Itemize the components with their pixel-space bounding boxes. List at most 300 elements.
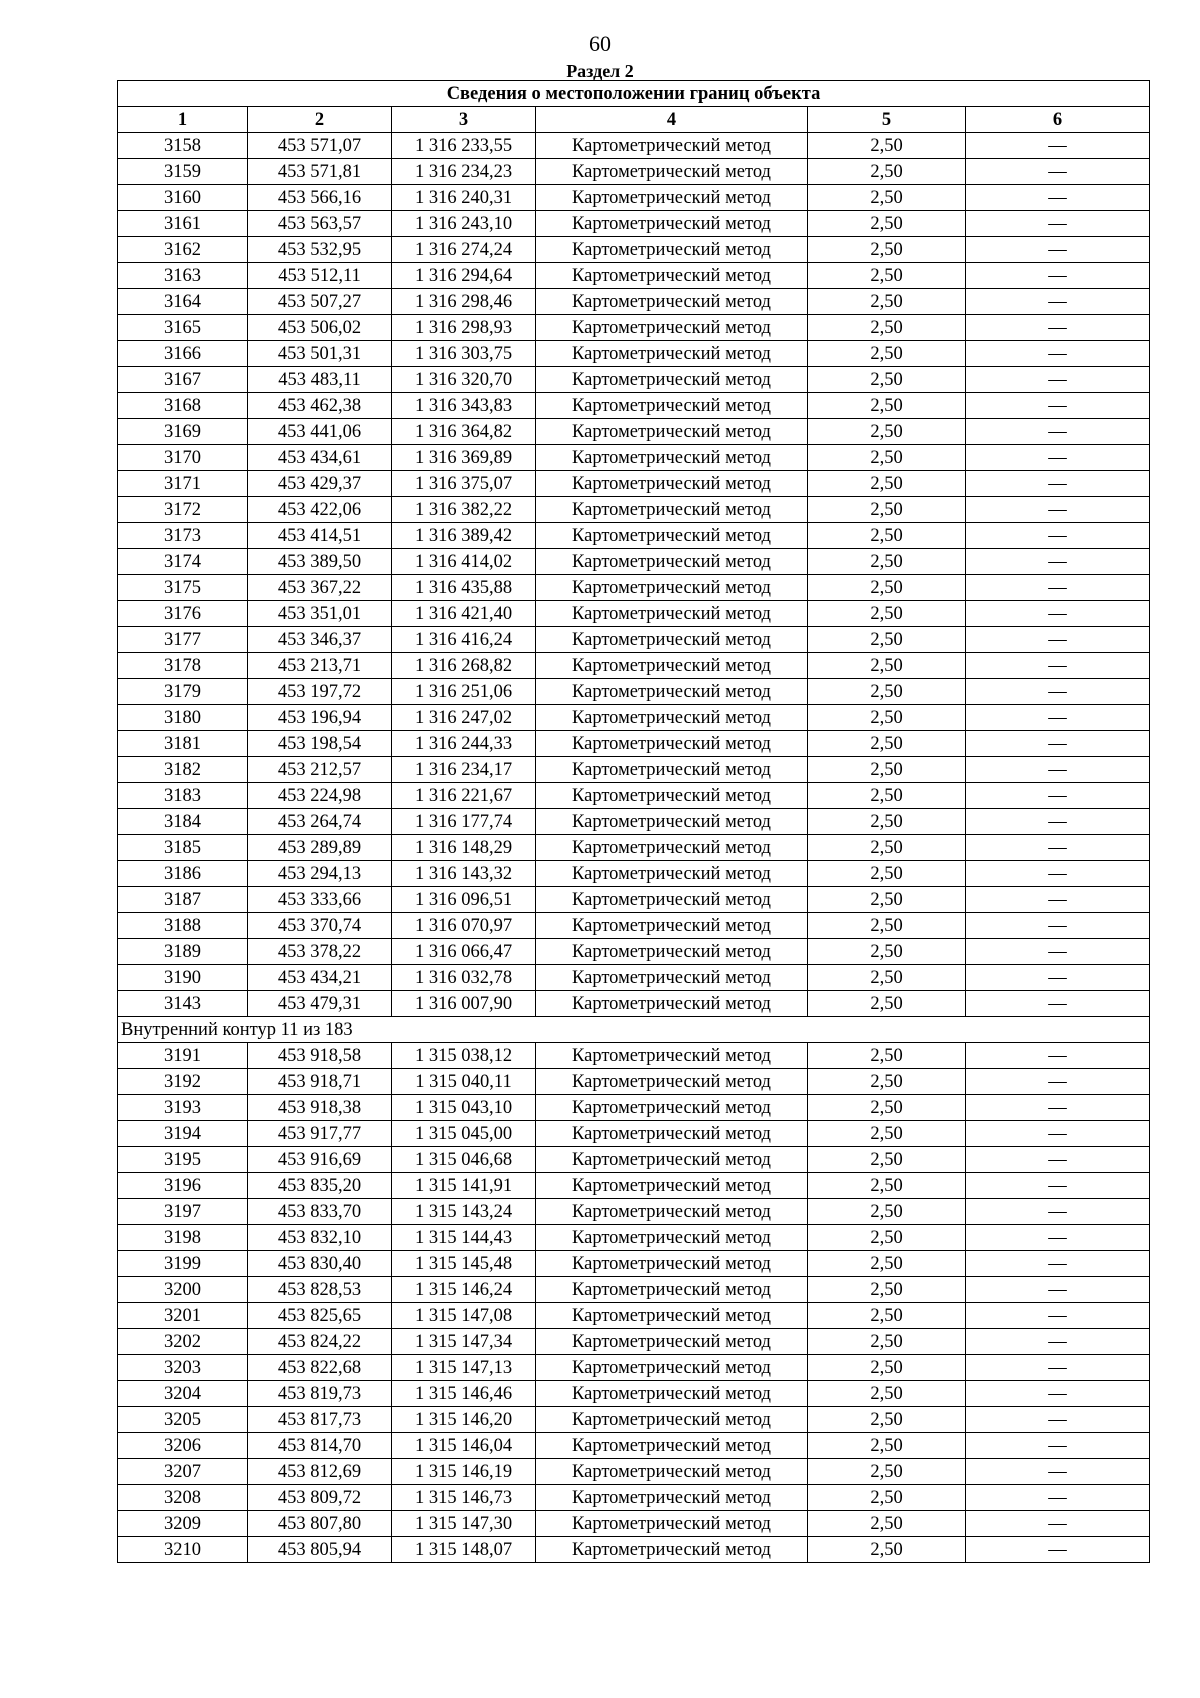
table-cell: Картометрический метод	[536, 861, 808, 887]
table-cell: 3207	[118, 1459, 248, 1485]
table-cell: 1 315 143,24	[392, 1199, 536, 1225]
table-cell: Картометрический метод	[536, 939, 808, 965]
table-cell: 1 316 375,07	[392, 471, 536, 497]
table-cell: Картометрический метод	[536, 1459, 808, 1485]
table-cell: 453 213,71	[248, 653, 392, 679]
contour-label: Внутренний контур 11 из 183	[118, 1017, 1150, 1043]
table-cell: 453 414,51	[248, 523, 392, 549]
table-cell: 2,50	[808, 523, 966, 549]
table-cell: 1 316 066,47	[392, 939, 536, 965]
table-cell: —	[966, 809, 1150, 835]
table-cell: Картометрический метод	[536, 1251, 808, 1277]
table-cell: Картометрический метод	[536, 705, 808, 731]
table-cell: Картометрический метод	[536, 367, 808, 393]
table-cell: Картометрический метод	[536, 731, 808, 757]
table-cell: —	[966, 237, 1150, 263]
table-cell: Картометрический метод	[536, 1069, 808, 1095]
table-cell: 1 316 234,23	[392, 159, 536, 185]
table-cell: 2,50	[808, 809, 966, 835]
table-cell: —	[966, 185, 1150, 211]
table-cell: Картометрический метод	[536, 133, 808, 159]
table-cell: 453 835,20	[248, 1173, 392, 1199]
table-cell: —	[966, 679, 1150, 705]
table-row	[118, 1407, 1150, 1433]
table-cell: 2,50	[808, 133, 966, 159]
table-cell: 453 367,22	[248, 575, 392, 601]
table-cell: 3208	[118, 1485, 248, 1511]
table-cell: —	[966, 887, 1150, 913]
table-cell: —	[966, 861, 1150, 887]
table-cell: 1 316 240,31	[392, 185, 536, 211]
table-cell: 453 462,38	[248, 393, 392, 419]
table-cell: Картометрический метод	[536, 445, 808, 471]
table-row	[118, 757, 1150, 783]
table-cell: 453 814,70	[248, 1433, 392, 1459]
table-cell: 453 441,06	[248, 419, 392, 445]
table-cell: 453 378,22	[248, 939, 392, 965]
table-cell: 1 316 343,83	[392, 393, 536, 419]
table-cell: —	[966, 1121, 1150, 1147]
table-cell: Картометрический метод	[536, 757, 808, 783]
table-row	[118, 1277, 1150, 1303]
table-cell: 2,50	[808, 445, 966, 471]
table-cell: Картометрический метод	[536, 1225, 808, 1251]
table-cell: 1 316 274,24	[392, 237, 536, 263]
table-cell: 3193	[118, 1095, 248, 1121]
table-cell: Картометрический метод	[536, 809, 808, 835]
column-header: 5	[808, 107, 966, 133]
table-cell: 453 828,53	[248, 1277, 392, 1303]
table-cell: 453 333,66	[248, 887, 392, 913]
table-cell: 3205	[118, 1407, 248, 1433]
table-row	[118, 939, 1150, 965]
table-cell: 1 315 147,30	[392, 1511, 536, 1537]
table-cell: Картометрический метод	[536, 1303, 808, 1329]
table-row	[118, 627, 1150, 653]
section-title: Раздел 2	[566, 61, 634, 81]
table-cell: 1 315 145,48	[392, 1251, 536, 1277]
table-cell: 2,50	[808, 887, 966, 913]
table-cell: 453 807,80	[248, 1511, 392, 1537]
table-cell: 2,50	[808, 1173, 966, 1199]
table-cell: —	[966, 601, 1150, 627]
table-cell: 2,50	[808, 1043, 966, 1069]
table-cell: 2,50	[808, 237, 966, 263]
table-row	[118, 159, 1150, 185]
table-row	[118, 471, 1150, 497]
table-cell: 453 805,94	[248, 1537, 392, 1563]
table-row	[118, 1173, 1150, 1199]
table-cell: 2,50	[808, 1485, 966, 1511]
table-cell: 1 316 234,17	[392, 757, 536, 783]
table-row	[118, 185, 1150, 211]
table-cell: 3164	[118, 289, 248, 315]
table-row	[118, 1225, 1150, 1251]
table-cell: 453 563,57	[248, 211, 392, 237]
table-cell: 1 316 070,97	[392, 913, 536, 939]
table-cell: —	[966, 315, 1150, 341]
table-cell: 1 315 147,08	[392, 1303, 536, 1329]
table-cell: 2,50	[808, 653, 966, 679]
table-cell: Картометрический метод	[536, 211, 808, 237]
table-row	[118, 419, 1150, 445]
table-cell: 453 512,11	[248, 263, 392, 289]
table-cell: 3197	[118, 1199, 248, 1225]
table-cell: 2,50	[808, 1511, 966, 1537]
table-cell: 453 351,01	[248, 601, 392, 627]
table-cell: Картометрический метод	[536, 1355, 808, 1381]
table-cell: —	[966, 393, 1150, 419]
table-cell: Картометрический метод	[536, 835, 808, 861]
table-cell: —	[966, 159, 1150, 185]
table-cell: Картометрический метод	[536, 549, 808, 575]
column-header: 3	[392, 107, 536, 133]
table-cell: 1 316 435,88	[392, 575, 536, 601]
table-row	[118, 1433, 1150, 1459]
table-cell: —	[966, 1251, 1150, 1277]
table-cell: 3200	[118, 1277, 248, 1303]
table-cell: 2,50	[808, 497, 966, 523]
table-cell: Картометрический метод	[536, 497, 808, 523]
table-cell: 3209	[118, 1511, 248, 1537]
table-cell: —	[966, 289, 1150, 315]
table-cell: 453 506,02	[248, 315, 392, 341]
table-cell: 2,50	[808, 1329, 966, 1355]
table-cell: 2,50	[808, 835, 966, 861]
table-cell: Картометрический метод	[536, 965, 808, 991]
table-cell: 453 479,31	[248, 991, 392, 1017]
table-cell: 3203	[118, 1355, 248, 1381]
table-cell: Картометрический метод	[536, 1485, 808, 1511]
table-cell: 2,50	[808, 341, 966, 367]
table-cell: 3162	[118, 237, 248, 263]
table-cell: 2,50	[808, 367, 966, 393]
table-cell: 1 316 369,89	[392, 445, 536, 471]
table-cell: 2,50	[808, 679, 966, 705]
table-cell: Картометрический метод	[536, 601, 808, 627]
table-cell: 2,50	[808, 1381, 966, 1407]
table-cell: Картометрический метод	[536, 575, 808, 601]
table-cell: Картометрический метод	[536, 393, 808, 419]
table-cell: 3191	[118, 1043, 248, 1069]
table-cell: 3179	[118, 679, 248, 705]
table-cell: 2,50	[808, 705, 966, 731]
table-cell: 3188	[118, 913, 248, 939]
table-cell: 1 315 040,11	[392, 1069, 536, 1095]
table-cell: 2,50	[808, 1251, 966, 1277]
table-cell: 3195	[118, 1147, 248, 1173]
table-cell: 453 817,73	[248, 1407, 392, 1433]
table-cell: 453 434,61	[248, 445, 392, 471]
table-cell: 3180	[118, 705, 248, 731]
table-cell: 1 315 146,04	[392, 1433, 536, 1459]
table-cell: 2,50	[808, 965, 966, 991]
table-cell: 1 316 320,70	[392, 367, 536, 393]
table-cell: 453 809,72	[248, 1485, 392, 1511]
table-cell: 1 315 043,10	[392, 1095, 536, 1121]
table-cell: 2,50	[808, 627, 966, 653]
table-cell: 2,50	[808, 159, 966, 185]
table-row	[118, 1095, 1150, 1121]
table-cell: 2,50	[808, 549, 966, 575]
table-cell: 453 289,89	[248, 835, 392, 861]
table-cell: 3175	[118, 575, 248, 601]
table-cell: Картометрический метод	[536, 315, 808, 341]
table-cell: 453 422,06	[248, 497, 392, 523]
table-cell: Картометрический метод	[536, 1537, 808, 1563]
table-cell: 3172	[118, 497, 248, 523]
table-cell: 1 316 177,74	[392, 809, 536, 835]
table-cell: 1 316 298,46	[392, 289, 536, 315]
table-cell: 453 294,13	[248, 861, 392, 887]
table-cell: Картометрический метод	[536, 913, 808, 939]
table-row	[118, 913, 1150, 939]
table-cell: 2,50	[808, 471, 966, 497]
table-cell: 1 316 243,10	[392, 211, 536, 237]
table-cell: 1 316 294,64	[392, 263, 536, 289]
table-cell: —	[966, 1043, 1150, 1069]
table-cell: 3165	[118, 315, 248, 341]
table-row	[118, 1355, 1150, 1381]
table-cell: —	[966, 1277, 1150, 1303]
table-cell: —	[966, 1485, 1150, 1511]
table-cell: —	[966, 757, 1150, 783]
table-row	[118, 523, 1150, 549]
table-cell: 2,50	[808, 913, 966, 939]
table-cell: 3185	[118, 835, 248, 861]
table-cell: 2,50	[808, 1225, 966, 1251]
table-cell: Картометрический метод	[536, 419, 808, 445]
table-cell: 1 316 421,40	[392, 601, 536, 627]
table-row	[118, 679, 1150, 705]
table-title: Сведения о местоположении границ объекта	[118, 81, 1150, 107]
table-cell: 453 196,94	[248, 705, 392, 731]
table-cell: —	[966, 1069, 1150, 1095]
table-cell: 3186	[118, 861, 248, 887]
table-cell: 1 315 147,13	[392, 1355, 536, 1381]
table-cell: 3174	[118, 549, 248, 575]
table-cell: 453 571,81	[248, 159, 392, 185]
table-row	[118, 133, 1150, 159]
table-cell: 453 264,74	[248, 809, 392, 835]
table-cell: —	[966, 1303, 1150, 1329]
table-cell: 2,50	[808, 1537, 966, 1563]
table-cell: 453 832,10	[248, 1225, 392, 1251]
table-cell: 3183	[118, 783, 248, 809]
table-cell: 1 316 251,06	[392, 679, 536, 705]
table-cell: —	[966, 705, 1150, 731]
table-cell: 2,50	[808, 1433, 966, 1459]
table-cell: 1 315 144,43	[392, 1225, 536, 1251]
table-cell: Картометрический метод	[536, 783, 808, 809]
table-cell: 1 316 007,90	[392, 991, 536, 1017]
table-cell: 3204	[118, 1381, 248, 1407]
table-cell: —	[966, 991, 1150, 1017]
table-cell: 453 501,31	[248, 341, 392, 367]
table-cell: Картометрический метод	[536, 341, 808, 367]
table-cell: 1 315 147,34	[392, 1329, 536, 1355]
table-cell: —	[966, 1199, 1150, 1225]
table-cell: —	[966, 211, 1150, 237]
table-cell: 2,50	[808, 939, 966, 965]
table-row	[118, 289, 1150, 315]
column-header: 2	[248, 107, 392, 133]
table-cell: Картометрический метод	[536, 263, 808, 289]
table-cell: —	[966, 1381, 1150, 1407]
contour-row	[118, 1017, 1150, 1043]
table-cell: 2,50	[808, 1121, 966, 1147]
table-cell: 1 316 032,78	[392, 965, 536, 991]
table-row	[118, 575, 1150, 601]
table-row	[118, 497, 1150, 523]
boundary-table	[117, 80, 1150, 1563]
table-cell: —	[966, 1355, 1150, 1381]
table-cell: —	[966, 575, 1150, 601]
table-row	[118, 1329, 1150, 1355]
table-cell: 453 918,71	[248, 1069, 392, 1095]
table-row	[118, 783, 1150, 809]
table-cell: 1 316 389,42	[392, 523, 536, 549]
table-cell: 3159	[118, 159, 248, 185]
table-cell: 453 822,68	[248, 1355, 392, 1381]
table-row	[118, 1121, 1150, 1147]
table-cell: 453 198,54	[248, 731, 392, 757]
table-cell: —	[966, 1537, 1150, 1563]
table-cell: 2,50	[808, 315, 966, 341]
table-cell: 2,50	[808, 1303, 966, 1329]
table-cell: Картометрический метод	[536, 471, 808, 497]
table-cell: 3199	[118, 1251, 248, 1277]
table-cell: 2,50	[808, 757, 966, 783]
table-cell: 3176	[118, 601, 248, 627]
table-cell: 1 316 233,55	[392, 133, 536, 159]
table-cell: Картометрический метод	[536, 653, 808, 679]
table-cell: 453 429,37	[248, 471, 392, 497]
table-cell: 1 315 148,07	[392, 1537, 536, 1563]
table-cell: 3181	[118, 731, 248, 757]
table-cell: 2,50	[808, 575, 966, 601]
table-cell: —	[966, 419, 1150, 445]
table-row	[118, 601, 1150, 627]
table-cell: 453 346,37	[248, 627, 392, 653]
table-cell: 1 316 364,82	[392, 419, 536, 445]
table-cell: —	[966, 1511, 1150, 1537]
table-cell: 1 316 303,75	[392, 341, 536, 367]
column-header: 6	[966, 107, 1150, 133]
table-cell: 453 812,69	[248, 1459, 392, 1485]
table-row	[118, 809, 1150, 835]
table-cell: 3198	[118, 1225, 248, 1251]
table-cell: 3196	[118, 1173, 248, 1199]
table-cell: —	[966, 1095, 1150, 1121]
table-row	[118, 1251, 1150, 1277]
table-cell: 453 916,69	[248, 1147, 392, 1173]
table-cell: 1 315 146,46	[392, 1381, 536, 1407]
table-cell: —	[966, 965, 1150, 991]
table-cell: 3210	[118, 1537, 248, 1563]
table-row	[118, 887, 1150, 913]
table-cell: 3178	[118, 653, 248, 679]
column-header: 4	[536, 107, 808, 133]
table-cell: 3169	[118, 419, 248, 445]
table-cell: 453 483,11	[248, 367, 392, 393]
table-cell: —	[966, 1407, 1150, 1433]
table-cell: 3206	[118, 1433, 248, 1459]
table-cell: 453 212,57	[248, 757, 392, 783]
table-cell: 453 825,65	[248, 1303, 392, 1329]
table-cell: 1 316 096,51	[392, 887, 536, 913]
table-cell: Картометрический метод	[536, 1277, 808, 1303]
table-cell: 453 532,95	[248, 237, 392, 263]
table-cell: 1 316 298,93	[392, 315, 536, 341]
table-cell: Картометрический метод	[536, 1407, 808, 1433]
table-cell: 3173	[118, 523, 248, 549]
table-row	[118, 1459, 1150, 1485]
table-row	[118, 549, 1150, 575]
table-cell: Картометрический метод	[536, 237, 808, 263]
table-cell: —	[966, 731, 1150, 757]
table-cell: 453 830,40	[248, 1251, 392, 1277]
table-row	[118, 1147, 1150, 1173]
table-row	[118, 731, 1150, 757]
table-cell: 453 918,38	[248, 1095, 392, 1121]
table-cell: 2,50	[808, 601, 966, 627]
table-cell: 2,50	[808, 1277, 966, 1303]
table-cell: 453 197,72	[248, 679, 392, 705]
table-cell: Картометрический метод	[536, 289, 808, 315]
table-cell: —	[966, 549, 1150, 575]
table-cell: 2,50	[808, 991, 966, 1017]
table-row	[118, 367, 1150, 393]
table-row	[118, 965, 1150, 991]
table-row	[118, 861, 1150, 887]
table-cell: 2,50	[808, 1355, 966, 1381]
table-cell: Картометрический метод	[536, 627, 808, 653]
table-cell: 2,50	[808, 1147, 966, 1173]
table-cell: 453 434,21	[248, 965, 392, 991]
table-cell: 2,50	[808, 211, 966, 237]
table-cell: 2,50	[808, 1069, 966, 1095]
table-cell: 3177	[118, 627, 248, 653]
table-cell: —	[966, 1147, 1150, 1173]
table-cell: 453 571,07	[248, 133, 392, 159]
table-cell: 453 824,22	[248, 1329, 392, 1355]
table-row	[118, 1511, 1150, 1537]
table-cell: 453 819,73	[248, 1381, 392, 1407]
table-cell: Картометрический метод	[536, 1095, 808, 1121]
table-row	[118, 1381, 1150, 1407]
table-body	[118, 133, 1150, 1563]
table-cell: 1 315 146,73	[392, 1485, 536, 1511]
table-cell: —	[966, 653, 1150, 679]
table-cell: 3184	[118, 809, 248, 835]
table-cell: Картометрический метод	[536, 1433, 808, 1459]
table-cell: 2,50	[808, 419, 966, 445]
table-cell: Картометрический метод	[536, 1511, 808, 1537]
table-cell: 3158	[118, 133, 248, 159]
table-row	[118, 1485, 1150, 1511]
table-row	[118, 445, 1150, 471]
table-cell: —	[966, 367, 1150, 393]
table-cell: 3171	[118, 471, 248, 497]
page-number: 60	[589, 31, 611, 56]
table-cell: 2,50	[808, 1407, 966, 1433]
column-header: 1	[118, 107, 248, 133]
table-cell: 453 566,16	[248, 185, 392, 211]
table-row	[118, 653, 1150, 679]
table-cell: 2,50	[808, 1459, 966, 1485]
column-header-row	[118, 107, 1150, 133]
